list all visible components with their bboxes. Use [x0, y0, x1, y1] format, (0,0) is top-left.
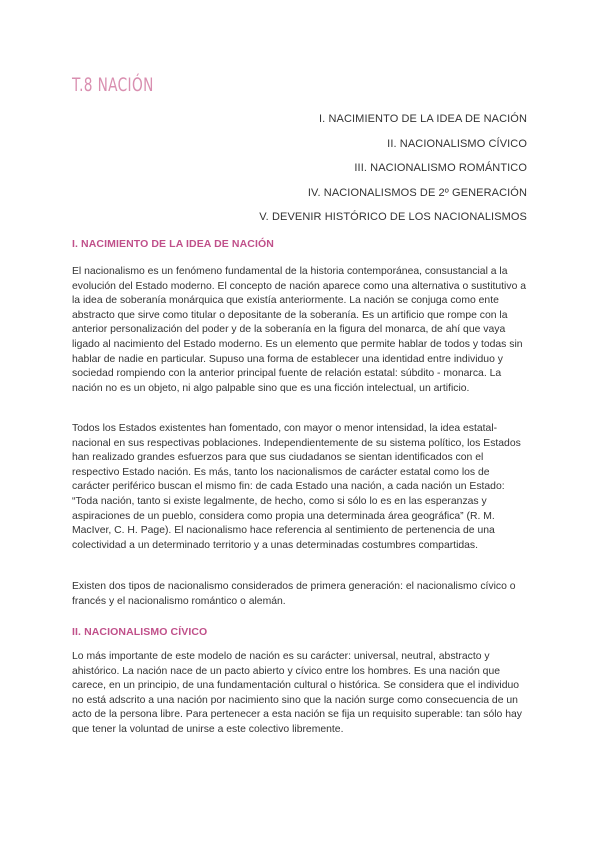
toc-item[interactable]: III. NACIONALISMO ROMÁNTICO: [354, 162, 527, 174]
toc-item[interactable]: V. DEVENIR HISTÓRICO DE LOS NACIONALISMOS: [259, 211, 527, 223]
section-heading: I. NACIMIENTO DE LA IDEA DE NACIÓN: [72, 238, 274, 250]
page-title: T.8 NACIÓN: [72, 74, 154, 96]
table-of-contents: [259, 112, 527, 235]
paragraph: Lo más importante de este modelo de nación es su carácter: universal, neutral, abstracto y ahistórico. La nación nace de un pacto abierto y cívico entre los hombres. Es una nación que carece, en un principio, de una fundamentación cultural o histórica. Se considera que el individuo no está adscrito a una nación por nacimiento sino que la nación surge como consecuencia de un acto de la persona libre. Para pertenecer a esta nación se fija un requisito superable: tan sólo hay que tener la voluntad de unirse a este colectivo libremente.: [72, 651, 522, 735]
paragraph: Todos los Estados existentes han fomentado, con mayor o menor intensidad, la idea estatal-nacional en sus respectivas poblaciones. Independientemente de su sistema político, los Estados han realizado grandes esfuerzos para que sus ciudadanos se sientan identificados con el respectivo Estado nación. Es más, tanto los nacionalismos de carácter estatal como los de carácter periférico buscan el mismo fin: de cada Estado una nación, a cada nación un Estado: “Toda nación, tanto si existe legalmente, de hecho, como si sólo lo es en las esperanzas y aspiraciones de un pueblo, considera como propia una determinada área geográfica” (R. M. MacIver, C. H. Page). El nacionalismo hace referencia al sentimiento de pertenencia de una colectividad a un determinado territorio y a unas determinadas costumbres compartidas.: [72, 423, 521, 551]
section-heading: II. NACIONALISMO CÍVICO: [72, 626, 208, 638]
paragraph: Existen dos tipos de nacionalismo considerados de primera generación: el nacionalismo cívico o francés y el nacionalismo romántico o alemán.: [72, 581, 516, 607]
paragraph: El nacionalismo es un fenómeno fundamental de la historia contemporánea, consustancial a la evolución del Estado moderno. El concepto de nación aparece como una alternativa o sustitutivo a la idea de soberanía monárquica que existía anteriormente. La nación se conjuga como ente abstracto que sirve como titular o depositante de la soberanía. Es un artificio que rompe con la anterior personalización del poder y de la soberanía en la figura del monarca, de ahí que vaya ligado al nacimiento del Estado moderno. Es un elemento que permite hablar de todos y todas sin hablar de nadie en particular. Supuso una forma de establecer una identidad entre individuo y sociedad rompiendo con la anterior principal fuente de relación estatal: súbdito - monarca. La nación no es un objeto, ni algo palpable sino que es una ficción intelectual, un artificio.: [72, 266, 527, 394]
toc-item[interactable]: II. NACIONALISMO CÍVICO: [387, 137, 527, 150]
toc-item[interactable]: I. NACIMIENTO DE LA IDEA DE NACIÓN: [319, 113, 527, 125]
toc-item[interactable]: IV. NACIONALISMOS DE 2º GENERACIÓN: [307, 186, 527, 199]
